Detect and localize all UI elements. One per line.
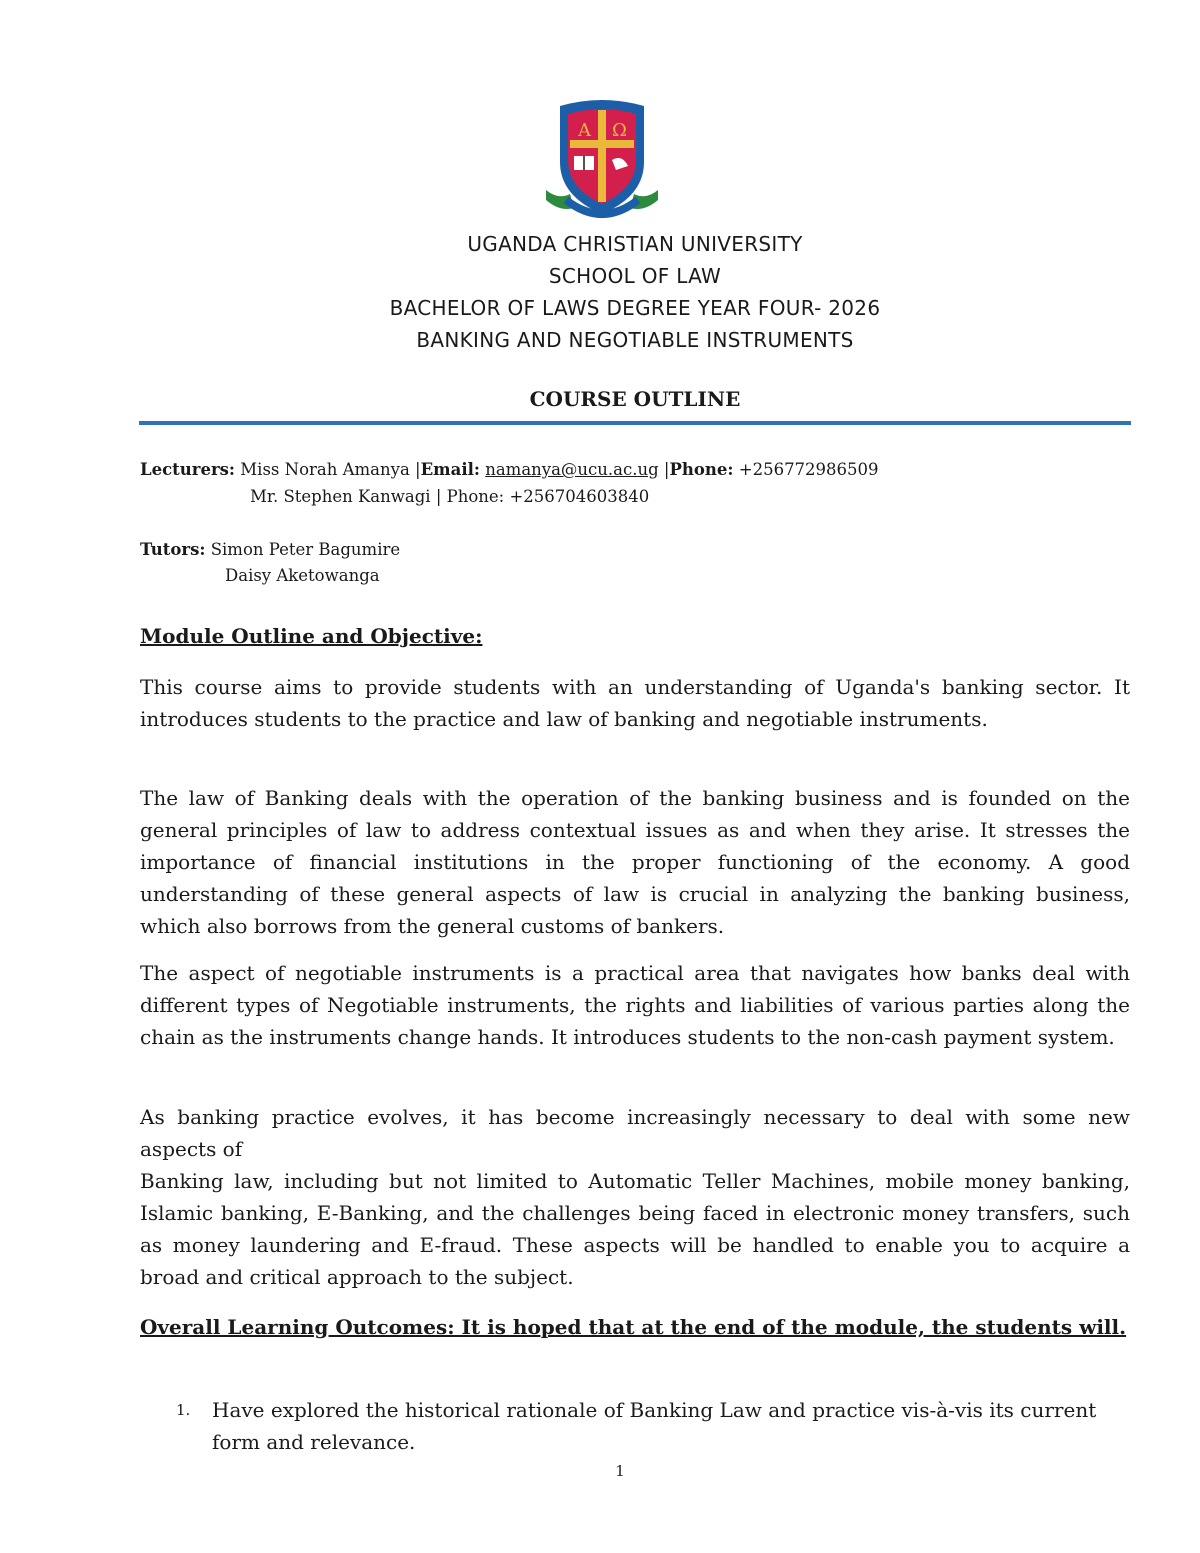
university-crest-logo [540, 96, 664, 226]
lecturer-name-1: Miss Norah Amanya | [235, 460, 421, 479]
email-label: Email: [420, 460, 480, 479]
tutors-label: Tutors: [140, 540, 206, 559]
lecturers-line [140, 456, 879, 483]
page-title: COURSE OUTLINE [529, 387, 741, 411]
module-paragraph-1: This course aims to provide students with an understanding of Uganda's banking sector. It introduces students to the practice and law of banking and negotiable instruments. [140, 675, 1130, 731]
document-header [140, 228, 1130, 356]
tutor-name-2: Daisy Aketowanga [225, 566, 380, 585]
module-paragraph-2: The law of Banking deals with the operation of the banking business and is founded on the general principles of law to address contextual issues as and when they arise. It stresses the importance of financial institutions in the proper functioning of the economy. A good understanding of these general aspects of law is crucial in analyzing the banking business, which also borrows from the general customs of bankers. [140, 786, 1130, 938]
lecturer-phone-1: +256772986509 [733, 460, 879, 479]
tutors-line [140, 536, 400, 563]
degree-name: BACHELOR OF LAWS DEGREE YEAR FOUR- 2026 [389, 296, 881, 320]
list-item-number: 1. [176, 1401, 191, 1419]
svg-text:A: A [578, 120, 591, 141]
separator: | [658, 460, 670, 479]
module-heading: Module Outline and Objective: [140, 624, 483, 648]
module-paragraph-4a: As banking practice evolves, it has become increasingly necessary to deal with some new aspects of [140, 1105, 1130, 1161]
university-name: UGANDA CHRISTIAN UNIVERSITY [467, 232, 803, 256]
lecturers-label: Lecturers: [140, 460, 236, 479]
list-item [140, 1394, 1130, 1458]
svg-text:Ω: Ω [612, 120, 627, 141]
email-link[interactable]: namanya@ucu.ac.ug [485, 460, 659, 479]
phone-label: Phone: [669, 460, 734, 479]
title-divider [139, 421, 1131, 425]
module-paragraph-4b: Banking law, including but not limited to Automatic Teller Machines, mobile money banking, Islamic banking, E-Banking, and the challenges being faced in electronic money transfers, such as money laundering and E-fraud. These aspects will be handled to enable you to acquire a broad and critical approach to the subject. [140, 1169, 1130, 1289]
module-paragraph-3: The aspect of negotiable instruments is a practical area that navigates how banks deal with different types of Negotiable instruments, the rights and liabilities of various parties along the chain as the instruments change hands. It introduces students to the non-cash payment system. [140, 961, 1130, 1049]
school-name: SCHOOL OF LAW [548, 264, 722, 288]
module-paragraph-4 [140, 1101, 1130, 1293]
page-number: 1 [615, 1462, 625, 1480]
lecturer-line-2: Mr. Stephen Kanwagi | Phone: +256704603840 [250, 487, 650, 506]
tutor-name-1: Simon Peter Bagumire [205, 540, 401, 559]
list-item-text: Have explored the historical rationale of Banking Law and practice vis-à-vis its current form and relevance. [212, 1398, 1097, 1454]
outcomes-heading: Overall Learning Outcomes: It is hoped that at the end of the module, the students will. [140, 1315, 1127, 1339]
course-name: BANKING AND NEGOTIABLE INSTRUMENTS [416, 328, 854, 352]
